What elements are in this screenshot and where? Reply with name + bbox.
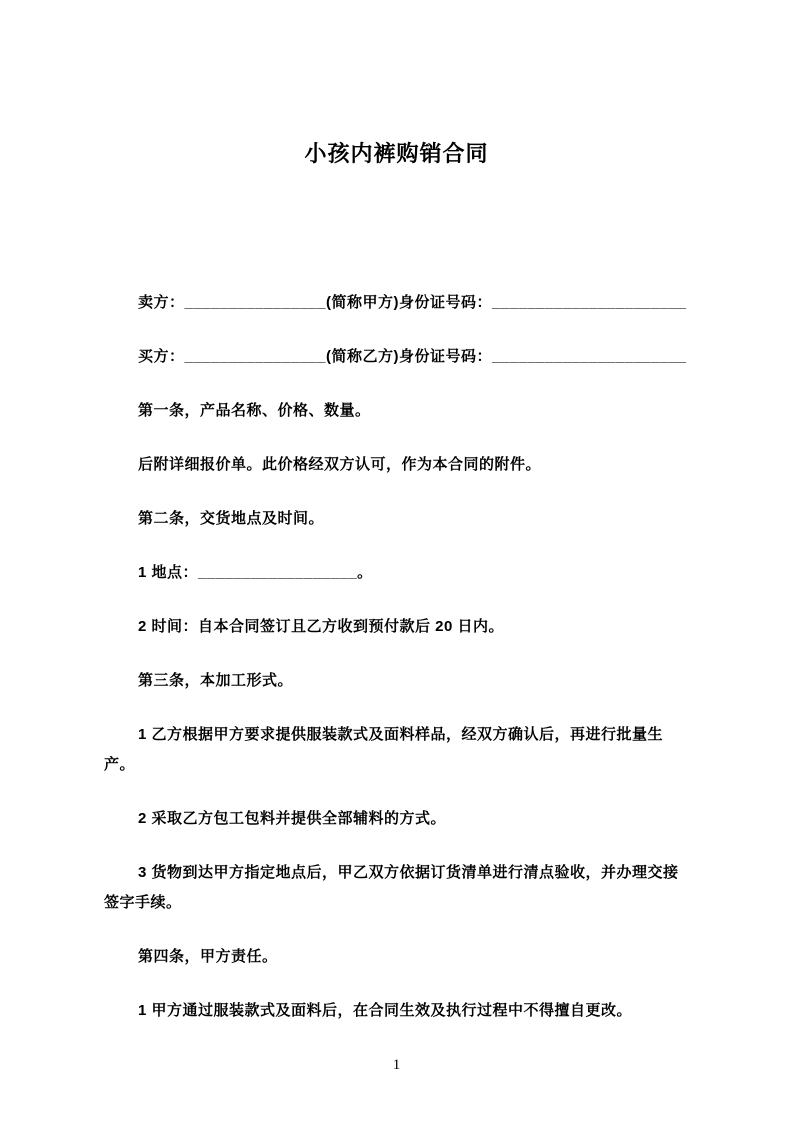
paragraph-article-4: 第四条，甲方责任。 bbox=[138, 948, 278, 965]
paragraph-article-1: 第一条，产品名称、价格、数量。 bbox=[138, 402, 371, 419]
paragraph-article-3-item3: 3 货物到达甲方指定地点后，甲乙双方依据订货清单进行清点验收，并办理交接签字手续。 bbox=[104, 864, 679, 911]
paragraph-buyer-line: 买方：________________(简称乙方)身份证号码：______________________ bbox=[138, 348, 687, 365]
document-title: 小孩内裤购销合同 bbox=[304, 141, 489, 166]
paragraph-article-3: 第三条，本加工形式。 bbox=[138, 672, 294, 689]
page-number: 1 bbox=[392, 1057, 401, 1073]
paragraph-seller-line: 卖方：________________(简称甲方)身份证号码：______________________ bbox=[138, 294, 687, 311]
paragraph-article-2: 第二条，交货地点及时间。 bbox=[138, 510, 325, 527]
paragraph-article-4-item1: 1 甲方通过服装款式及面料后，在合同生效及执行过程中不得擅自更改。 bbox=[138, 1002, 633, 1019]
paragraph-article-2-item2: 2 时间：自本合同签订且乙方收到预付款后 20 日内。 bbox=[138, 618, 505, 635]
paragraph-article-3-item1: 1 乙方根据甲方要求提供服装款式及面料样品，经双方确认后，再进行批量生产。 bbox=[104, 726, 664, 773]
paragraph-article-1-note: 后附详细报价单。此价格经双方认可，作为本合同的附件。 bbox=[138, 456, 542, 473]
paragraph-article-2-item1: 1 地点：__________________。 bbox=[138, 564, 373, 581]
paragraph-article-3-item2: 2 采取乙方包工包料并提供全部辅料的方式。 bbox=[138, 810, 447, 827]
